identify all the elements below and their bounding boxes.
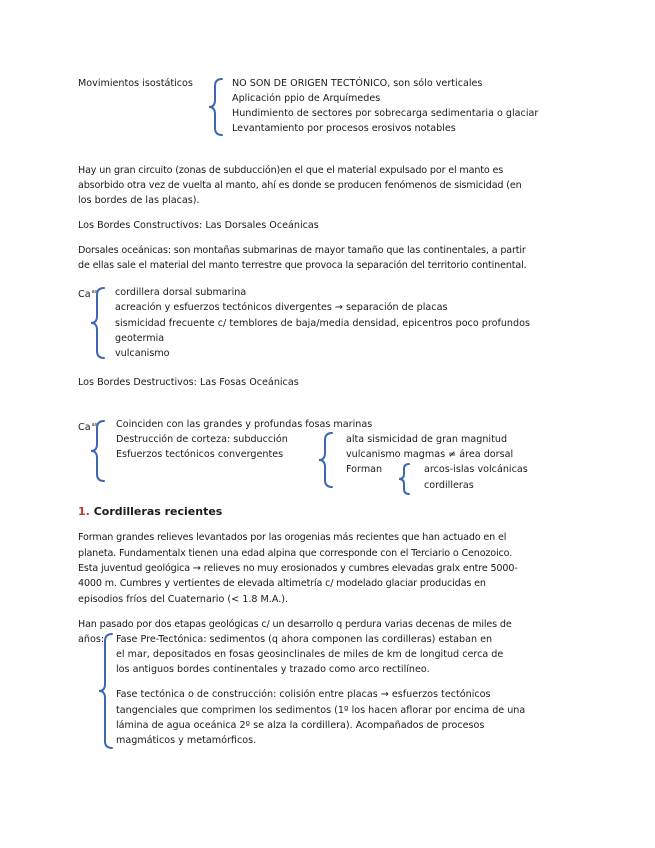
cordilleras-paragraph-line: 4000 m. Cumbres y vertientes de elevada altimetría c/ modelado glaciar producidas en: [78, 578, 486, 589]
cordilleras-paragraph-line: Esta juventud geológica → relieves no muy erosionados y cumbres elevadas gralx entre 5000-: [78, 563, 518, 574]
isostatic-brace: [208, 78, 228, 136]
destructive-ca-label: $Ca^{as}$: [78, 422, 98, 433]
destructive-sub-item: alta sismicidad de gran magnitud: [346, 434, 508, 445]
fase-tectonica-line: Fase tectónica o de construcción: colisión entre placas → esfuerzos tectónicos: [116, 689, 491, 700]
fase-pre-tectonica-line: el mar, depositados en fosas geosinclinales de miles de km de longitud cerca de: [116, 649, 504, 660]
isostatic-label: Movimientos isostáticos: [78, 78, 193, 89]
circuit-paragraph-line: los bordes de las placas).: [78, 195, 200, 206]
isostatic-item: Levantamiento por procesos erosivos notables: [232, 123, 456, 134]
etapas-intro-line: años:: [78, 634, 105, 645]
section-number: 1.: [78, 505, 90, 518]
destructive-sub-brace: [318, 432, 338, 488]
fase-pre-tectonica-line: los antiguos bordes continentales y trazado como arco rectilíneo.: [116, 664, 430, 675]
destructive-item: Coinciden con las grandes y profundas fosas marinas: [116, 419, 373, 430]
fase-pre-tectonica-line: Fase Pre-Tectónica: sedimentos (q ahora componen las cordilleras) estaban en: [116, 634, 493, 645]
constructive-item: vulcanismo: [115, 348, 170, 359]
forman-item: cordilleras: [424, 480, 474, 491]
destructive-item: Destrucción de corteza: subducción: [116, 434, 288, 445]
constructive-item: cordillera dorsal submarina: [115, 287, 247, 298]
circuit-paragraph-line: Hay un gran circuito (zonas de subducción)en el que el material expulsado por el manto es: [78, 165, 504, 176]
section-heading: [78, 506, 222, 518]
fase-tectonica-line: magmáticos y metamórficos.: [116, 735, 257, 746]
isostatic-item: Aplicación ppio de Arquímedes: [232, 93, 381, 104]
constructive-item: sismicidad frecuente c/ temblores de baja/media densidad, epicentros poco profundos: [115, 318, 530, 329]
destructive-brace: [90, 420, 110, 482]
cordilleras-paragraph-line: planeta. Fundamentalx tienen una edad alpina que corresponde con el Terciario o Cenozoico.: [78, 548, 513, 559]
fase-tectonica-line: tangenciales que comprimen los sedimentos (1º los hacen aflorar por encima de una: [116, 705, 526, 716]
destructive-sub-item: Forman: [346, 464, 383, 475]
section-heading-text: Cordilleras recientes: [93, 505, 223, 518]
constructive-desc-line: Dorsales oceánicas: son montañas submarinas de mayor tamaño que las continentales, a partir: [78, 245, 526, 256]
constructive-desc-line: de ellas sale el material del manto terrestre que provoca la separación del territorio continental.: [78, 260, 527, 271]
etapas-brace: [98, 633, 118, 749]
forman-brace: [398, 463, 414, 495]
constructive-ca-label: $Ca^{as}$: [78, 289, 98, 300]
constructive-brace: [90, 287, 110, 359]
etapas-intro-line: Han pasado por dos etapas geológicas c/ un desarrollo q perdura varias decenas de miles de: [78, 619, 512, 630]
constructive-title: Los Bordes Constructivos: Las Dorsales Oceánicas: [78, 220, 319, 231]
destructive-item: Esfuerzos tectónicos convergentes: [116, 449, 284, 460]
destructive-title: Los Bordes Destructivos: Las Fosas Oceánicas: [78, 377, 299, 388]
constructive-item: geotermia: [115, 333, 165, 344]
circuit-paragraph-line: absorbido otra vez de vuelta al manto, ahí es donde se producen fenómenos de sismicidad (en: [78, 180, 522, 191]
cordilleras-paragraph-line: Forman grandes relieves levantados por las orogenias más recientes que han actuado en el: [78, 532, 507, 543]
constructive-item: acreación y esfuerzos tectónicos divergentes → separación de placas: [115, 302, 448, 313]
isostatic-item: NO SON DE ORIGEN TECTÓNICO, son sólo verticales: [232, 78, 483, 89]
fase-tectonica-line: lámina de agua oceánica 2º se alza la cordillera). Acompañados de procesos: [116, 720, 485, 731]
isostatic-item: Hundimiento de sectores por sobrecarga sedimentaria o glaciar: [232, 108, 539, 119]
cordilleras-paragraph-line: episodios fríos del Cuaternario (< 1.8 M.A.).: [78, 594, 289, 605]
forman-item: arcos-islas volcánicas: [424, 464, 528, 475]
destructive-sub-item: vulcanismo magmas ≠ área dorsal: [346, 449, 514, 460]
